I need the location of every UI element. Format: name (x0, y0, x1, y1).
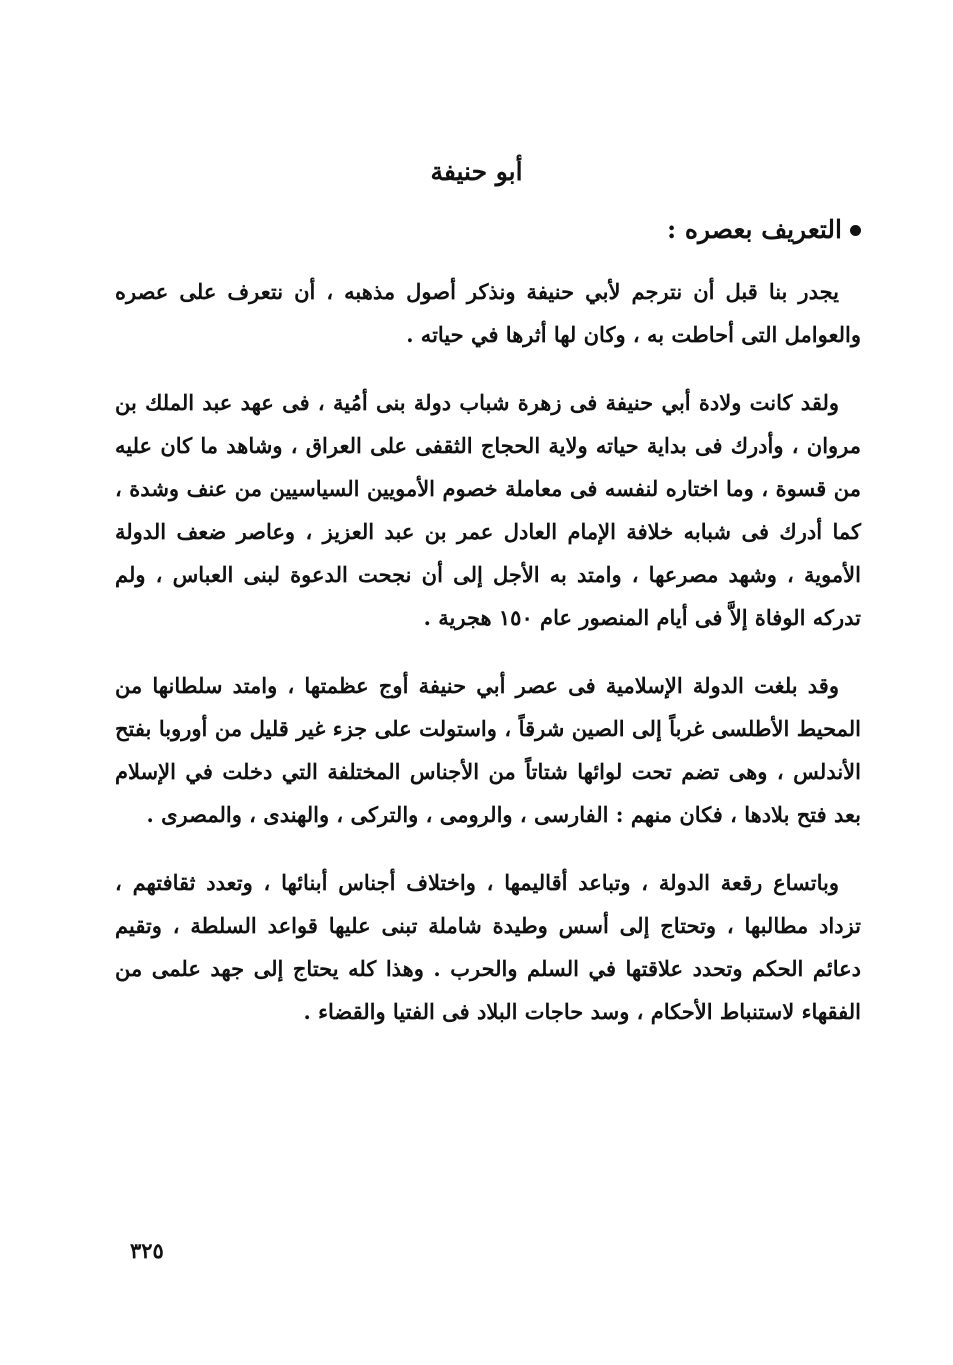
paragraph-3 (115, 664, 861, 836)
paragraph-1 (115, 270, 861, 356)
paragraph-4-text: وباتساع رقعة الدولة ، وتباعد أقاليمها ، واختلاف أجناس أبنائها ، وتعدد ثقافتهم ، تزداد مطالبها ، وتحتاج إلى أسس وطيدة شاملة تبنى عليها قواعد السلطة ، وتقيم دعائم الحكم وتحدد علاقتها في السلم والحرب . وهذا كله يحتاج إلى جهد علمى من الفقهاء لاستنباط الأحكام ، وسد حاجات البلاد فى الفتيا والقضاء . (115, 870, 861, 1024)
section-heading (667, 210, 861, 250)
paragraph-4 (115, 861, 861, 1033)
paragraph-2 (115, 381, 861, 639)
section-heading-text: التعريف بعصره : (666, 215, 842, 244)
body-text (115, 270, 861, 1058)
page-title: أبو حنيفة (430, 157, 523, 186)
paragraph-2-text: ولقد كانت ولادة أبي حنيفة فى زهرة شباب دولة بنى أمُية ، فى عهد عبد الملك بن مروان ، وأدرك فى بداية حياته ولاية الحجاج الثقفى على العراق ، وشاهد ما كان عليه من قسوة ، وما اختاره لنفسه فى معاملة خصوم الأمويين السياسيين من عنف وشدة ، كما أدرك فى شبابه خلافة الإمام العادل عمر بن عبد العزيز ، وعاصر ضعف الدولة الأموية ، وشهد مصرعها ، وامتد به الأجل إلى أن نجحت الدعوة لبنى العباس ، ولم تدركه الوفاة إلاَّ فى أيام المنصور عام ١٥٠ هجرية . (115, 390, 861, 630)
paragraph-3-text: وقد بلغت الدولة الإسلامية فى عصر أبي حنيفة أوج عظمتها ، وامتد سلطانها من المحيط الأطلسى غرباً إلى الصين شرقاً ، واستولت على جزء غير قليل من أوروبا بفتح الأندلس ، وهى تضم تحت لوائها شتاتاً من الأجناس المختلفة التي دخلت في الإسلام بعد فتح بلادها ، فكان منهم : الفارسى ، والرومى ، والتركى ، والهندى ، والمصرى . (115, 673, 861, 827)
bullet-icon (850, 225, 861, 236)
page-number: ٣٢٥ (130, 1238, 164, 1263)
paragraph-1-text: يجدر بنا قبل أن نترجم لأبي حنيفة ونذكر أصول مذهبه ، أن نتعرف على عصره والعوامل التى أحاطت به ، وكان لها أثرها في حياته . (115, 279, 861, 347)
